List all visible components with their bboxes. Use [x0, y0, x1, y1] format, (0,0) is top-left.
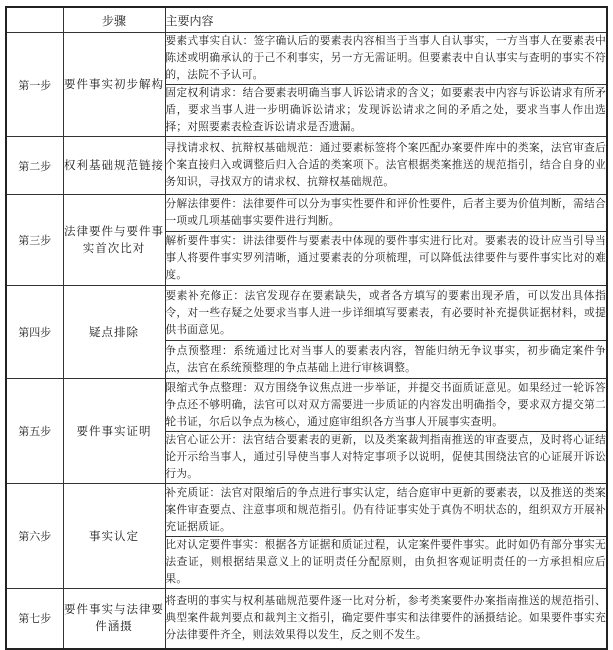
- table-row: [6, 286, 607, 341]
- step-number: 第三步: [6, 195, 63, 286]
- step-number: 第七步: [6, 589, 63, 649]
- step-name: 疑点排除: [63, 286, 165, 379]
- step-name: 要件事实证明: [63, 379, 165, 484]
- table-row: [6, 137, 607, 195]
- step-number: 第六步: [6, 484, 63, 589]
- step-content: 将查明的事实与权利基础规范要件逐一比对分析，参考类案要件办案指南推送的规范指引、典型案件裁判要点和裁判主文指引，确定要件事实和法律要件的涵摄结论。如果要件事实充分法律要件齐全，则法效果得以发生，反之则不发生。: [165, 589, 607, 649]
- step-content: 固定权利请求：结合要素表明确当事人诉讼请求的含义；如要素表中内容与诉讼请求有所矛盾，要求当事人进一步明确诉讼请求；发现诉讼请求之间的矛盾之处，要求当事人作出选择；对照要素表检查诉讼请求是否遗漏。: [165, 85, 607, 137]
- step-content: 补充质证：法官对限缩后的争点进行事实认定，结合庭审中更新的要素表，以及推送的类案案件审查要点、注意事项和规范指引。仍有待证事实处于真伪不明状态的，组织双方开展补充证据质证。: [165, 484, 607, 537]
- step-number: 第四步: [6, 286, 63, 379]
- step-name: 权利基础规范链接: [63, 137, 165, 195]
- step-number: 第五步: [6, 379, 63, 484]
- step-content: 限缩式争点整理：双方围绕争议焦点进一步举证，并提交书面质证意见。如果经过一轮诉答争点还不够明确，法官可以对双方需要进一步质证的内容发出明确指令，要求双方提交第二轮书证，尔后以争点为核心，通过庭审组织各方当事人开展事实查明。: [165, 379, 607, 432]
- step-content: 寻找请求权、抗辩权基础规范：通过要素标签将个案匹配办案要件库中的类案，法官审查后个案直接归入或调整后归入合适的类案项下。法官根据类案推送的规范指引，结合自身的业务知识，寻找双方的请求权、抗辩权基础规范。: [165, 137, 607, 195]
- header-blank: [6, 7, 63, 33]
- step-name: 要件事实与法律要件涵摄: [63, 589, 165, 649]
- table-row: [6, 33, 607, 85]
- step-content: 要素补充修正：法官发现存在要素缺失，或者各方填写的要素出现矛盾，可以发出具体指令，对一些存疑之处要求当事人进一步详细填写要素表，有必要时补充提供证据材料，或提供书面意见。: [165, 286, 607, 341]
- step-number: 第一步: [6, 33, 63, 137]
- step-content: 法官心证公开：法官结合要素表的更新，以及类案裁判指南推送的审查要点，及时将心证结论开示给当事人，通过引导使当事人对特定事项予以说明，促使其围绕法官的心证展开诉讼行为。: [165, 432, 607, 484]
- header-content: 主要内容: [165, 7, 607, 33]
- table-row: [6, 195, 607, 232]
- step-content: 比对认定要件事实：根据各方证据和质证过程，认定案件要件事实。此时如仍有部分事实无法查证，则根据结果意义上的证明责任分配原则，由负担客观证明责任的一方承担相应后果。: [165, 537, 607, 589]
- table-row: [6, 484, 607, 537]
- step-name: 事实认定: [63, 484, 165, 589]
- step-content: 要素式事实自认：签字确认后的要素表内容相当于当事人自认事实，一方当事人在要素表中陈述或明确承认的于己不利事实，另一方无需证明。但要素表中自认事实与查明的事实不符的，法院不予认可。: [165, 33, 607, 85]
- header-row: [6, 7, 607, 33]
- step-content: 分解法律要件：法律要件可以分为事实性要件和评价性要件，后者主要为价值判断，需结合一项或几项基础事实要件进行判断。: [165, 195, 607, 232]
- header-step: 步骤: [63, 7, 165, 33]
- step-number: 第二步: [6, 137, 63, 195]
- steps-table: [5, 6, 608, 650]
- table-row: [6, 379, 607, 432]
- step-content: 解析要件事实：讲法律要件与要素表中体现的要件事实进行比对。要素表的设计应当引导当事人将要件事实罗列清晰，通过要素表的分项梳理，可以降低法律要件与要件事实比对的难度。: [165, 232, 607, 286]
- step-content: 争点预整理：系统通过比对当事人的要素表内容，智能归纳无争议事实，初步确定案件争点，法官在系统预整理的争点基础上进行审核调整。: [165, 341, 607, 379]
- step-name: 法律要件与要件事实首次比对: [63, 195, 165, 286]
- step-name: 要件事实初步解构: [63, 33, 165, 137]
